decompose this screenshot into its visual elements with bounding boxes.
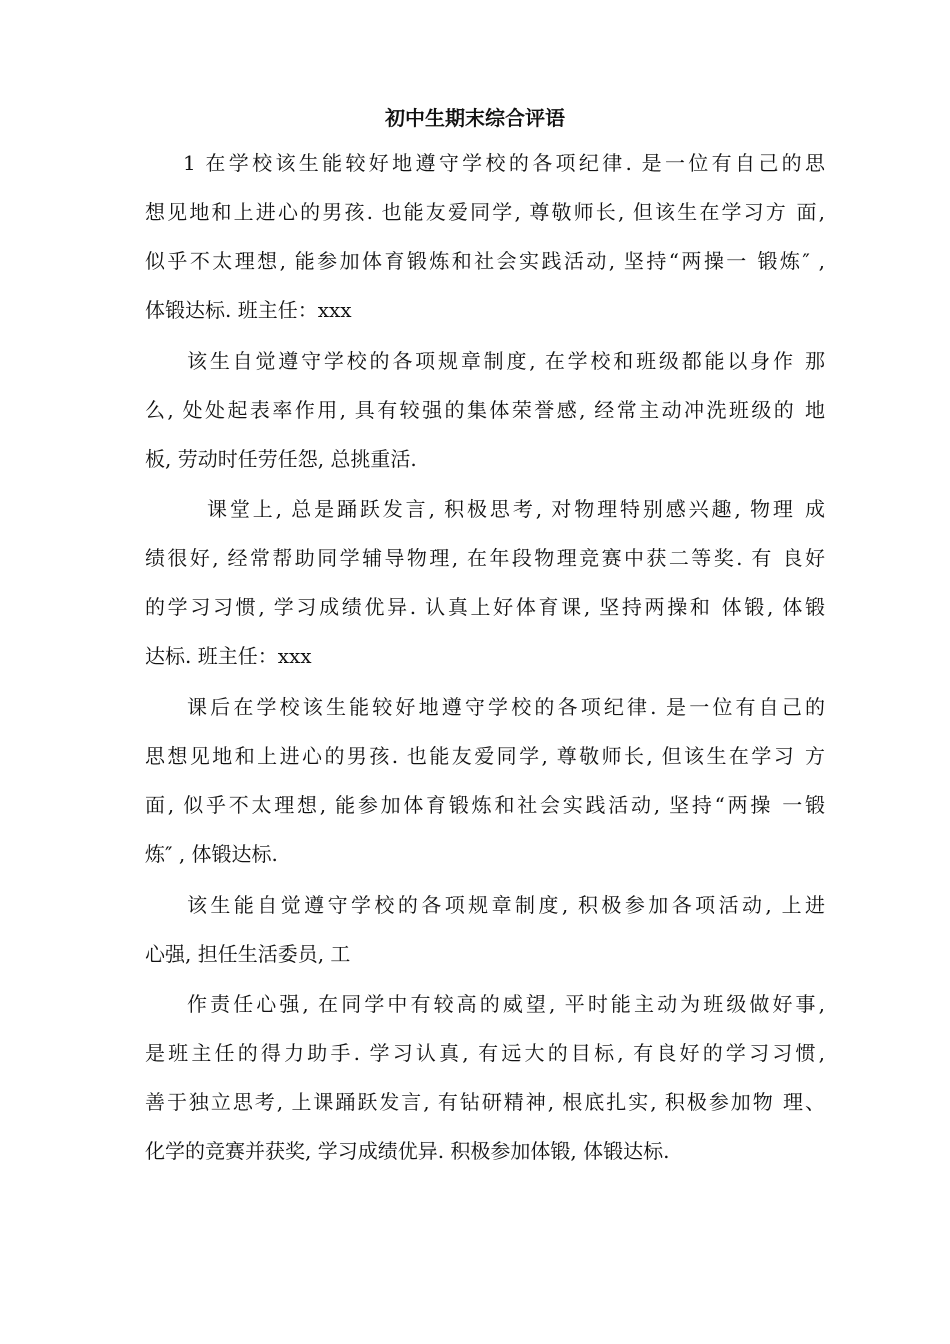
paragraph-line: 作责任心强, 在同学中有较高的威望, 平时能主动为班级做好事, — [187, 992, 825, 1016]
paragraph-2 — [145, 337, 825, 484]
paragraph-line: 课堂上, 总是踊跃发言, 积极思考, 对物理特别感兴趣, 物理 成 — [207, 497, 825, 521]
paragraph-line: 体锻达标. 班主任：xxx — [145, 298, 352, 322]
paragraph-line: 绩很好, 经常帮助同学辅导物理, 在年段物理竞赛中获二等奖. 有 良好 — [145, 546, 825, 570]
paragraph-line: 该生自觉遵守学校的各项规章制度, 在学校和班级都能以身作 那 — [187, 349, 825, 373]
paragraph-line: 似乎不太理想, 能参加体育锻炼和社会实践活动, 坚持“两操一 锻炼″ , — [145, 249, 825, 273]
paragraph-line: 炼″ , 体锻达标. — [145, 842, 278, 866]
paragraph-line: 善于独立思考, 上课踊跃发言, 有钻研精神, 根底扎实, 积极参加物 理、 — [145, 1090, 825, 1114]
paragraph-line: 么, 处处起表率作用, 具有较强的集体荣誉感, 经常主动冲洗班级的 地 — [145, 398, 825, 422]
paragraph-6 — [145, 980, 825, 1176]
paragraph-line: 是班主任的得力助手. 学习认真, 有远大的目标, 有良好的学习习惯, — [145, 1041, 825, 1065]
paragraph-1 — [145, 139, 825, 335]
paragraph-line: 板, 劳动时任劳任怨, 总挑重活. — [145, 447, 417, 471]
paragraph-line: 化学的竞赛并获奖, 学习成绩优异. 积极参加体锻, 体锻达标. — [145, 1139, 670, 1163]
paragraph-line: 达标. 班主任：xxx — [145, 644, 312, 668]
document-title: 初中生期末综合评语 — [385, 106, 565, 130]
paragraph-4 — [145, 683, 825, 879]
paragraph-line: 想见地和上进心的男孩. 也能友爱同学, 尊敬师长, 但该生在学习方 面, — [145, 200, 825, 224]
paragraph-line: 的学习习惯, 学习成绩优异. 认真上好体育课, 坚持两操和 体锻, 体锻 — [145, 595, 825, 619]
paragraph-line: 该生能自觉遵守学校的各项规章制度, 积极参加各项活动, 上进 — [187, 893, 825, 917]
paragraph-line: 心强, 担任生活委员, 工 — [145, 942, 351, 966]
paragraph-line: 1 在学校该生能较好地遵守学校的各项纪律. 是一位有自己的思 — [183, 151, 825, 175]
paragraph-line: 面, 似乎不太理想, 能参加体育锻炼和社会实践活动, 坚持“两操 一锻 — [145, 793, 825, 817]
paragraph-line: 课后在学校该生能较好地遵守学校的各项纪律. 是一位有自己的 — [187, 695, 825, 719]
paragraph-3 — [145, 485, 825, 681]
paragraph-5 — [145, 881, 825, 979]
paragraph-line: 思想见地和上进心的男孩. 也能友爱同学, 尊敬师长, 但该生在学习 方 — [145, 744, 825, 768]
